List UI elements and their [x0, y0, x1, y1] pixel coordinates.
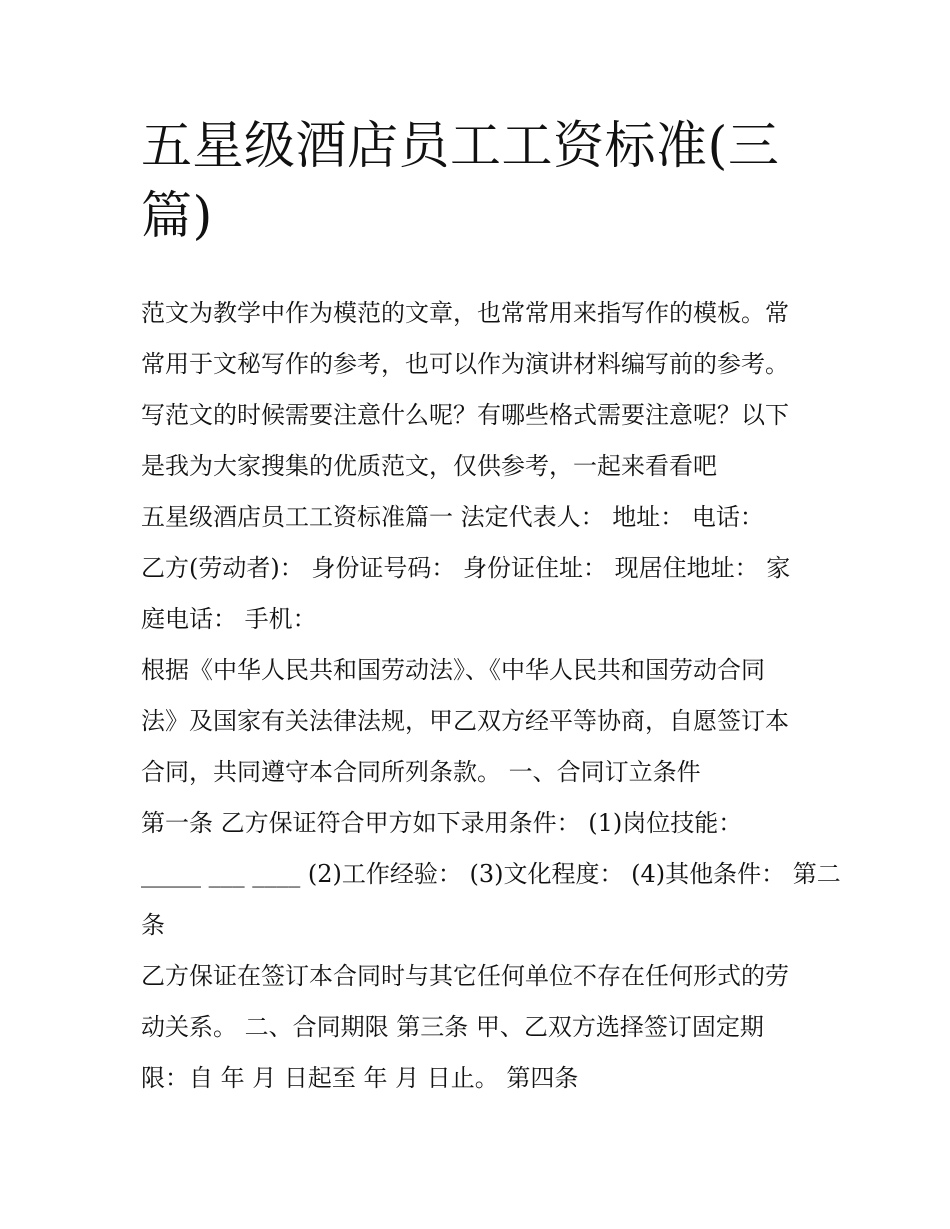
body-line: 第一条 乙方保证符合甲方如下录用条件： (1)岗位技能： — [141, 809, 743, 837]
body-line: 法》及国家有关法律法规，甲乙双方经平等协商，自愿签订本 — [141, 707, 789, 735]
body-line: 五星级酒店员工工资标准篇一 法定代表人： 地址： 电话： — [141, 503, 764, 531]
body-line: 动关系。 二、合同期限 第三条 甲、乙双方选择签订固定期 — [141, 1013, 764, 1041]
body-line: 根据《中华人民共和国劳动法》、《中华人民共和国劳动合同 — [141, 656, 765, 684]
body-line: 范文为教学中作为模范的文章，也常常用来指写作的模板。常 — [141, 299, 789, 327]
body-line: 条 — [141, 911, 165, 939]
document-body — [141, 288, 841, 1104]
title-line-2: 篇) — [141, 187, 213, 246]
document-content — [141, 112, 841, 1104]
body-line: 乙方(劳动者)： 身份证号码： 身份证住址： 现居住地址： 家 — [141, 554, 791, 582]
body-line: 合同，共同遵守本合同所列条款。 一、合同订立条件 — [141, 758, 701, 786]
body-line: 庭电话： 手机： — [141, 605, 317, 633]
body-line: 常用于文秘写作的参考，也可以作为演讲材料编写前的参考。 — [141, 350, 789, 378]
body-line: _____ ___ ____ (2)工作经验： (3)文化程度： (4)其他条件： 第二 — [141, 860, 841, 888]
body-line: 写范文的时候需要注意什么呢？有哪些格式需要注意呢？以下 — [141, 401, 789, 429]
body-line: 乙方保证在签订本合同时与其它任何单位不存在任何形式的劳 — [141, 962, 789, 990]
document-title — [141, 112, 813, 252]
body-line: 是我为大家搜集的优质范文，仅供参考，一起来看看吧 — [141, 452, 717, 480]
body-line: 限：自 年 月 日起至 年 月 日止。 第四条 — [141, 1064, 579, 1092]
title-line-1: 五星级酒店员工工资标准(三 — [141, 117, 780, 176]
